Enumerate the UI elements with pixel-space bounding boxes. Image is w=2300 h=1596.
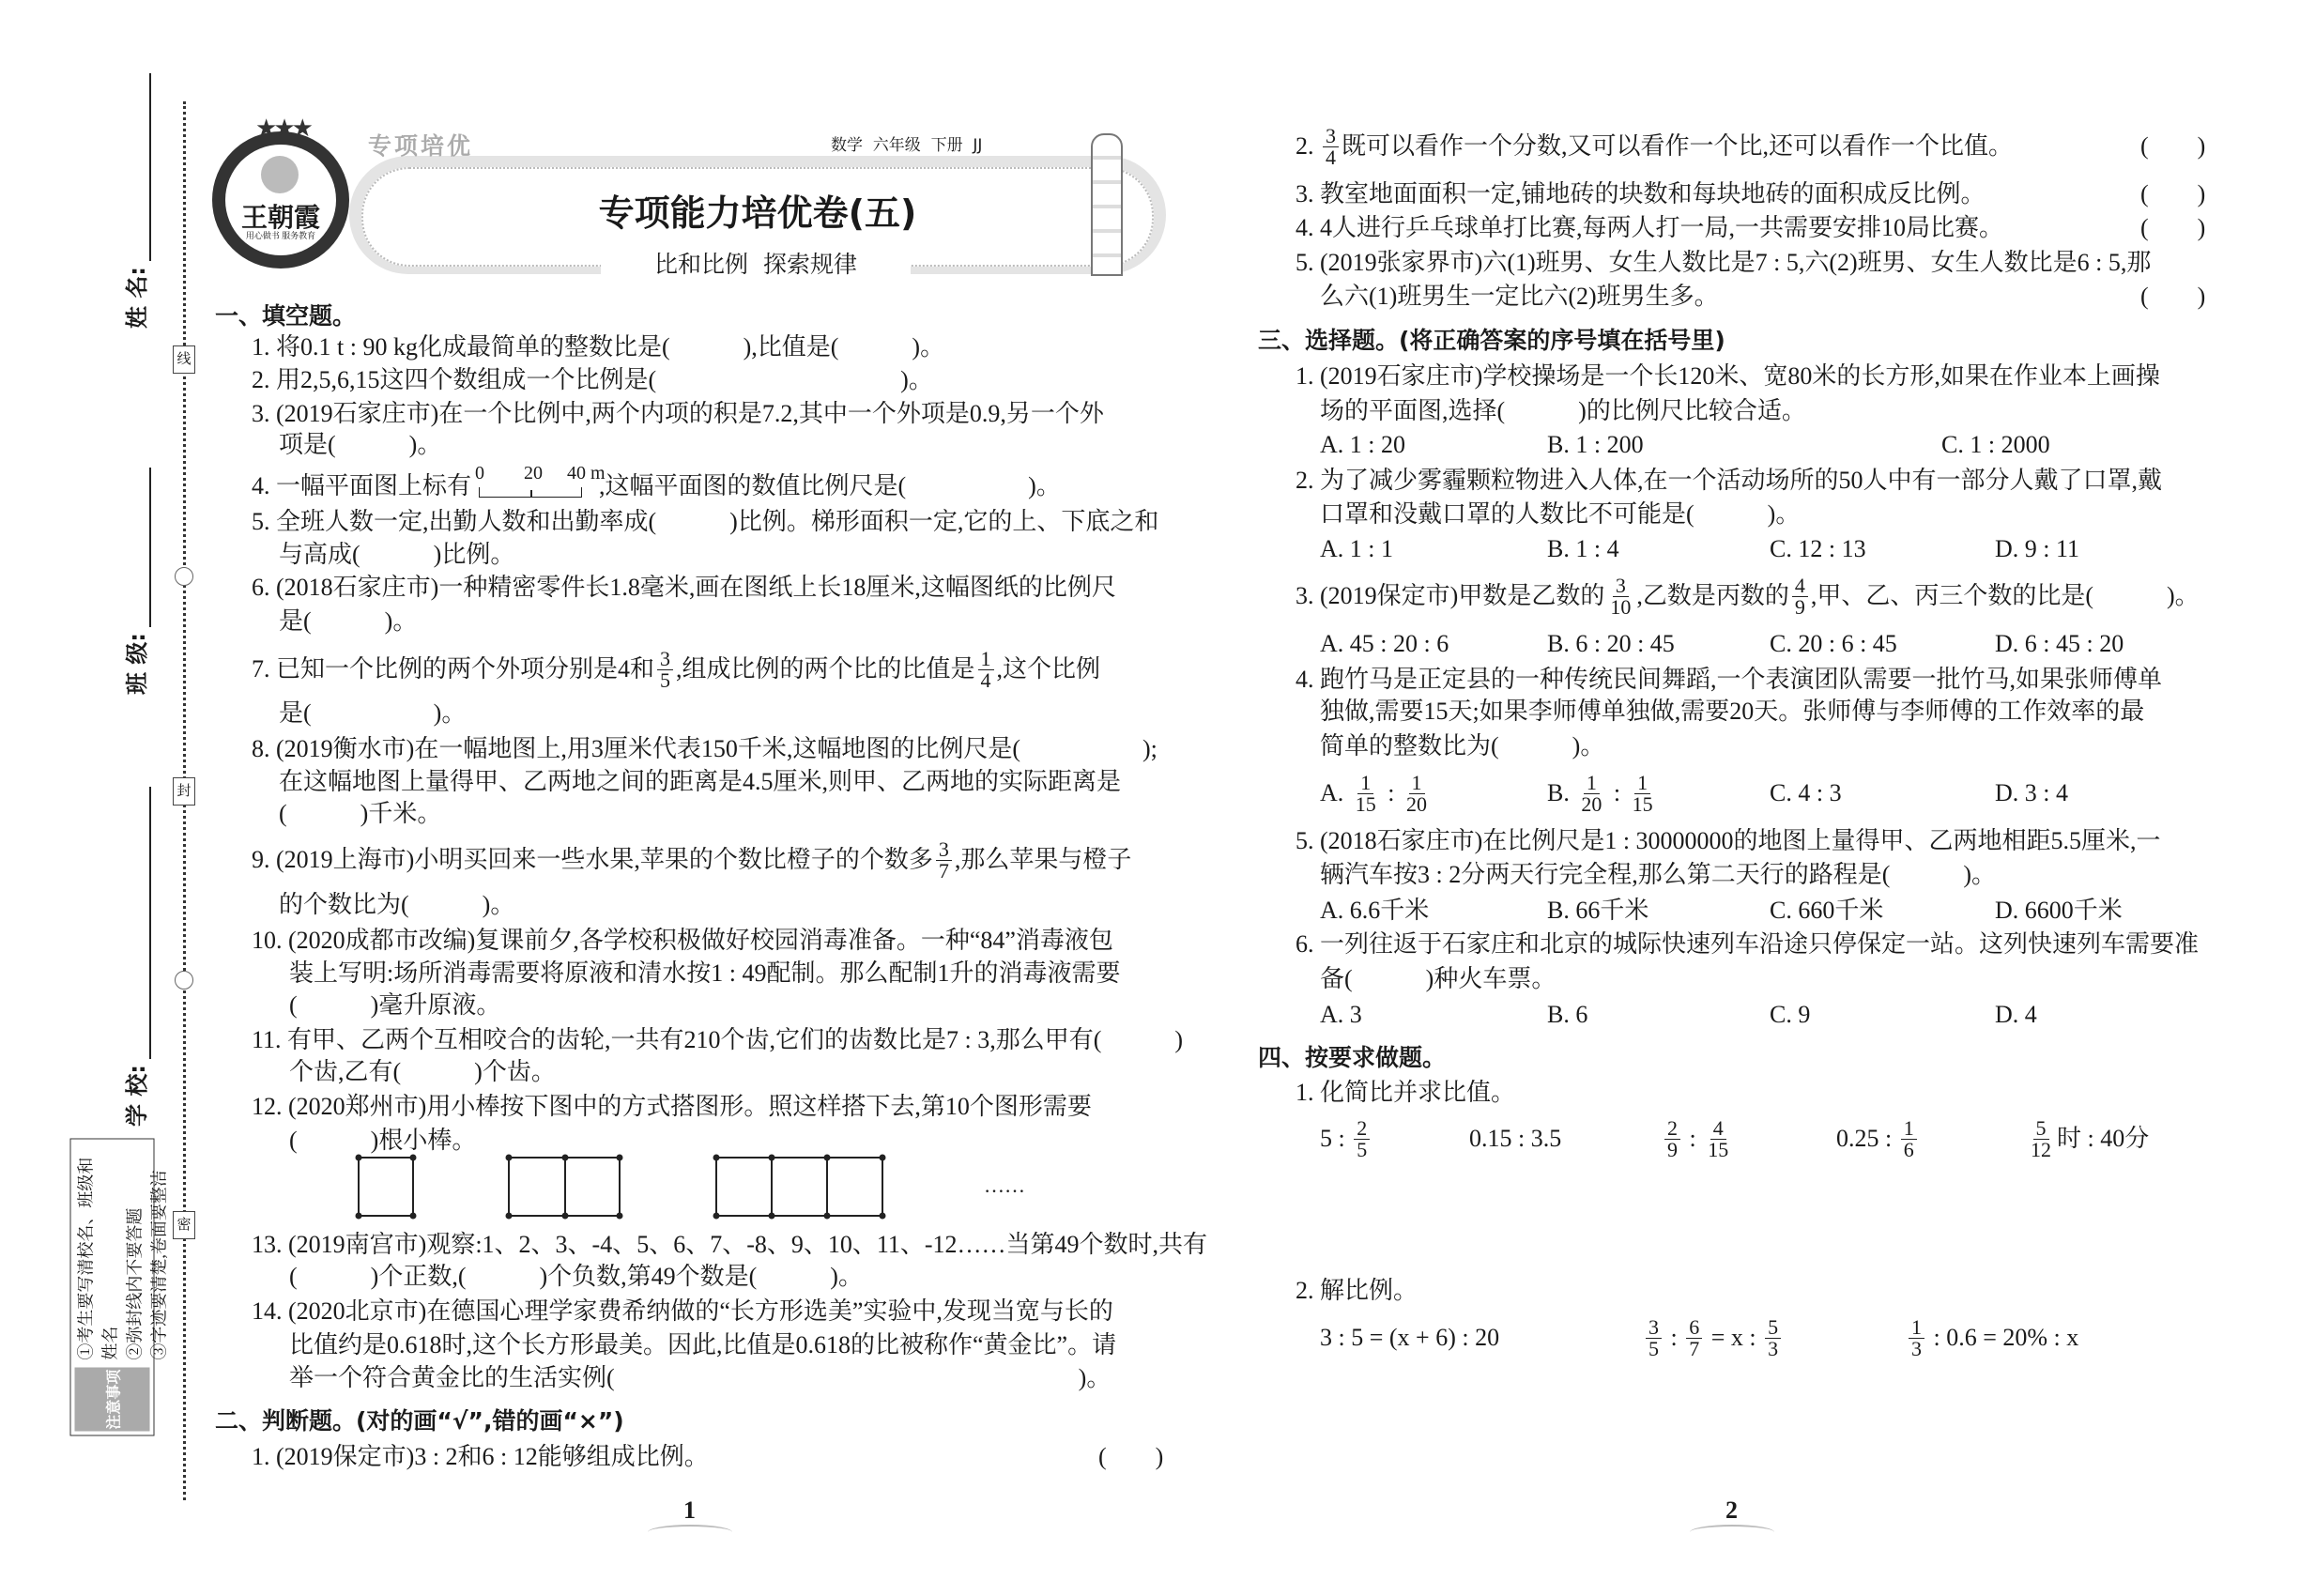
- question-line: [1296, 573, 2200, 619]
- text-run: 9. (2019上海市)小明买回来一些水果,苹果的个数比橙子的个数多: [252, 846, 933, 873]
- text-run: 个齿,乙有( )个齿。: [289, 1058, 556, 1085]
- fraction-denominator: 10: [1610, 594, 1632, 619]
- question-line: [289, 1361, 1111, 1395]
- question-line: [289, 989, 500, 1022]
- option-item: [1995, 987, 2037, 1043]
- text-run: A. 45 : 20 : 6: [1320, 630, 1449, 657]
- option-item: [1770, 521, 1866, 577]
- page-number-ornament: [1690, 1525, 1774, 1540]
- question-line: [289, 1260, 863, 1294]
- answer-options: [1320, 987, 2216, 1043]
- fraction-denominator: 5: [1357, 1137, 1368, 1161]
- option-item: [1662, 1111, 1734, 1167]
- text-run: 6. 一列往返于石家庄和北京的城际快速列车沿途只停保定一站。这列快速列车需要准: [1296, 930, 2200, 958]
- text-run: C. 12 : 13: [1770, 535, 1866, 562]
- answer-parentheses[interactable]: ( ): [2140, 180, 2206, 207]
- text-run: 4. 跑竹马是正定县的一种传统民间舞蹈,一个表演团队需要一批竹马,如果张师傅单: [1296, 666, 2163, 693]
- fraction-numerator: 1: [1909, 1317, 1924, 1339]
- fraction-numerator: 1: [978, 649, 994, 670]
- question-line: [252, 836, 1132, 882]
- page-number-ornament: [648, 1525, 732, 1540]
- text-run: 场的平面图,选择( )的比例尺比较合适。: [1320, 397, 1806, 424]
- text-run: 4. 一幅平面图上标有: [252, 472, 472, 499]
- text-run: D. 9 : 11: [1995, 535, 2080, 562]
- answer-options: [1320, 1111, 2216, 1167]
- question-line: [252, 1090, 1092, 1124]
- fraction: [1901, 1115, 1917, 1161]
- fraction-numerator: 2: [1664, 1118, 1680, 1140]
- fraction: [1607, 575, 1633, 618]
- fraction-numerator: 5: [1765, 1317, 1781, 1339]
- section-heading: 一、填空题。: [215, 302, 357, 330]
- text-run: 14. (2020北京市)在德国心理学家费希纳做的“长方形选美”实验中,发现当宽与长的: [252, 1297, 1113, 1325]
- option-item: [1906, 1310, 2078, 1366]
- scale-bar-label: 40 m: [567, 463, 606, 483]
- option-item: [1547, 987, 1587, 1043]
- question-line: [1320, 729, 1604, 763]
- figure-1-square: [359, 1158, 413, 1216]
- option-item: [1320, 987, 1362, 1043]
- fraction-numerator: 2: [1354, 1118, 1370, 1140]
- text-run: 8. (2019衡水市)在一幅地图上,用3厘米代表150千米,这幅地图的比例尺是( );: [252, 735, 1158, 762]
- fraction: [1909, 1314, 1924, 1360]
- text-run: 2. 为了减少雾霾颗粒物进入人体,在一个活动场所的50人中有一部分人戴了口罩,戴: [1296, 467, 2163, 494]
- text-run: 项是( )。: [279, 431, 442, 458]
- text-run: 备( )种火车票。: [1320, 965, 1556, 992]
- notice-item: ③字迹要清楚,卷面要整洁: [149, 1170, 169, 1360]
- text-run: C. 20 : 6 : 45: [1770, 630, 1897, 657]
- fraction-numerator: 3: [1323, 126, 1339, 147]
- fraction-denominator: 5: [1648, 1336, 1659, 1360]
- text-run: ( )千米。: [279, 800, 442, 827]
- brand-logo: [212, 115, 349, 269]
- brand-slogan: 用心做书 服务教育: [245, 231, 316, 240]
- text-run: 1. (2019保定市)3 : 2和6 : 12能够组成比例。: [252, 1443, 709, 1470]
- text-run: 简单的整数比为( )。: [1320, 732, 1605, 760]
- text-run: 2.: [1296, 132, 1320, 160]
- name-label: 姓 名:: [124, 267, 150, 329]
- text-run: :: [1683, 1125, 1703, 1152]
- text-run: :: [1664, 1324, 1684, 1351]
- figure-2-square: [509, 1158, 565, 1216]
- binding-hole-icon: [175, 567, 193, 586]
- text-run: 在这幅地图上量得甲、乙两地之间的距离是4.5厘米,则甲、乙两地的实际距离是: [279, 768, 1122, 795]
- text-run: 5. (2018石家庄市)在比例尺是1 : 30000000的地图上量得甲、乙两地相距5.5厘米,一: [1296, 827, 2161, 854]
- class-blank[interactable]: [147, 468, 151, 627]
- text-run: 时 : 40分: [2057, 1125, 2150, 1152]
- answer-parentheses[interactable]: ( ): [2140, 132, 2206, 160]
- option-item: [2025, 1111, 2149, 1167]
- fraction-denominator: 9: [1794, 594, 1805, 619]
- fraction-numerator: 4: [1710, 1118, 1726, 1140]
- text-run: 3. 教室地面面积一定,铺地砖的块数和每块地砖的面积成反比例。: [1296, 180, 1986, 207]
- section-tag: 专项培优: [368, 132, 474, 160]
- page-title: 专项能力培优卷(五): [598, 192, 917, 234]
- question-line: [252, 363, 933, 397]
- text-run: 0.15 : 3.5: [1469, 1125, 1562, 1152]
- seal-mark-feng: 封: [173, 777, 195, 806]
- question-line: [252, 1228, 1207, 1262]
- text-run: A.: [1320, 779, 1350, 806]
- fraction: [1578, 770, 1604, 816]
- option-item: [1770, 987, 1810, 1043]
- question-line: [1296, 360, 2160, 393]
- question-line: [279, 538, 514, 572]
- text-run: 3. (2019保定市)甲数是乙数的: [1296, 582, 1605, 609]
- text-run: ,组成比例的两个比的比值是: [676, 655, 975, 683]
- option-item: [1547, 765, 1659, 821]
- question-line: [252, 924, 1113, 958]
- fraction: [2028, 1115, 2054, 1161]
- fraction: [936, 836, 952, 882]
- seal-mark-xian: 线: [173, 345, 195, 374]
- fraction-numerator: 6: [1686, 1317, 1702, 1339]
- question-line: [1296, 824, 2161, 858]
- fraction-denominator: 7: [1689, 1336, 1700, 1360]
- fraction-denominator: 12: [2031, 1137, 2051, 1161]
- question-line: [1296, 1076, 1515, 1110]
- text-run: 2. 解比例。: [1296, 1277, 1418, 1304]
- option-item: [1770, 765, 1842, 821]
- text-run: 举一个符合黄金比的生活实例( )。: [289, 1364, 1112, 1391]
- question-line: [252, 1295, 1113, 1328]
- binding-hole-icon: [175, 971, 193, 990]
- scale-bar-label: 20: [524, 463, 544, 483]
- figure-3-square: [716, 1158, 772, 1216]
- text-run: 1. 化简比并求比值。: [1296, 1079, 1516, 1106]
- text-run: 10. (2020成都市改编)复课前夕,各学校积极做好校园消毒准备。一种“84”消毒液包: [252, 927, 1113, 954]
- portrait-icon: [261, 156, 299, 193]
- text-run: 5 :: [1320, 1125, 1352, 1152]
- text-run: D. 6 : 45 : 20: [1995, 630, 2124, 657]
- answer-options: [1320, 521, 2216, 577]
- question-line: [279, 888, 514, 922]
- class-field[interactable]: [118, 468, 151, 695]
- question-line: [279, 605, 417, 638]
- text-run: 6. (2018石家庄市)一种精密零件长1.8毫米,画在图纸上长18厘米,这幅图纸的比例尺: [252, 574, 1116, 601]
- star-icons: ★★★: [255, 115, 310, 142]
- question-line: [252, 330, 944, 364]
- text-run: A. 1 : 20: [1320, 431, 1405, 458]
- fraction-denominator: 7: [938, 858, 949, 882]
- text-run: ,那么苹果与橙子: [954, 846, 1132, 873]
- text-run: 2. 用2,5,6,15这四个数组成一个比例是( )。: [252, 366, 933, 393]
- question-line: [252, 463, 1061, 503]
- text-run: ( )毫升原液。: [289, 991, 501, 1019]
- option-item: [1995, 521, 2079, 577]
- scale-bar-line: [479, 487, 582, 498]
- text-run: C. 1 : 2000: [1941, 431, 2050, 458]
- school-blank[interactable]: [147, 787, 151, 1059]
- notice-box: [70, 1139, 169, 1436]
- answer-parentheses[interactable]: ( ): [2140, 214, 2206, 241]
- question-line: [289, 1328, 1116, 1362]
- school-label: 学 校:: [124, 1065, 150, 1127]
- text-run: C. 660千米: [1770, 897, 1884, 924]
- answer-parentheses[interactable]: ( ): [2140, 283, 2206, 310]
- text-run: B. 66千米: [1547, 897, 1649, 924]
- option-item: [1320, 521, 1393, 577]
- text-run: D. 4: [1995, 1001, 2037, 1028]
- question-line: [1296, 663, 2162, 697]
- text-run: 12. (2020郑州市)用小棒按下图中的方式搭图形。照这样搭下去,第10个图形需要: [252, 1093, 1092, 1120]
- text-run: 独做,需要15天;如果李师傅单独做,需要20天。张师傅与李师傅的工作效率的最: [1320, 698, 2145, 725]
- question-line: [1320, 280, 1719, 314]
- text-run: 11. 有甲、乙两个互相咬合的齿轮,一共有210个齿,它们的齿数比是7 : 3,那么甲有( ): [252, 1026, 1184, 1053]
- question-line: [1296, 1274, 1418, 1308]
- fraction-numerator: 3: [1613, 575, 1629, 597]
- fraction-denominator: 3: [1768, 1336, 1779, 1360]
- question-line: [252, 505, 1158, 539]
- fraction-denominator: 5: [660, 668, 671, 692]
- text-run: 0.25 :: [1836, 1125, 1898, 1152]
- text-run: A. 3: [1320, 1001, 1362, 1028]
- question-line: [252, 397, 1104, 431]
- text-run: ,甲、乙、丙三个数的比是( )。: [1810, 582, 2200, 609]
- fraction: [1403, 770, 1430, 816]
- text-run: 与高成( )比例。: [279, 541, 515, 568]
- question-line: [1296, 246, 2151, 280]
- text-run: 比值约是0.618时,这个长方形最美。因此,比值是0.618的比被称作“黄金比”。请: [289, 1331, 1117, 1358]
- school-field[interactable]: [118, 787, 151, 1127]
- fraction: [1323, 123, 1339, 169]
- brand-name: 王朝霞: [240, 202, 320, 233]
- text-run: D. 6600千米: [1995, 897, 2123, 924]
- option-item: [1469, 1111, 1561, 1167]
- scale-bar-tick: [530, 490, 532, 497]
- fraction-numerator: 1: [1357, 773, 1373, 794]
- question-line: [289, 957, 1120, 990]
- fraction-numerator: 3: [1646, 1317, 1662, 1339]
- question-line: [1296, 928, 2199, 961]
- name-field[interactable]: [118, 73, 151, 329]
- text-run: :: [1607, 779, 1627, 806]
- book-meta: 数学 六年级 下册 JJ: [831, 136, 983, 155]
- fraction-denominator: 4: [980, 668, 991, 692]
- question-line: [279, 428, 441, 462]
- question-line: [279, 765, 1121, 799]
- fraction-numerator: 3: [936, 839, 952, 861]
- text-run: 4. 4人进行乒乓球单打比赛,每两人打一局,一共需要安排10局比赛。: [1296, 214, 2004, 241]
- text-run: : 0.6 = 20% : x: [1927, 1324, 2079, 1351]
- question-line: [252, 571, 1116, 605]
- text-run: ( )个正数,( )个负数,第49个数是( )。: [289, 1263, 863, 1290]
- seal-mark-mi: 密: [173, 1211, 195, 1239]
- text-run: 是( )。: [279, 699, 467, 727]
- option-item: [1320, 1111, 1372, 1167]
- text-run: 装上写明:场所消毒需要将原液和清水按1 : 49配制。那么配制1升的消毒液需要: [289, 959, 1121, 987]
- fraction: [657, 646, 673, 692]
- text-run: B. 6: [1547, 1001, 1588, 1028]
- fraction-numerator: 5: [2033, 1118, 2049, 1140]
- question-line: [252, 1023, 1183, 1057]
- matchstick-figure: [347, 1150, 911, 1230]
- question-line: [252, 646, 1101, 692]
- text-run: B. 6 : 20 : 45: [1547, 630, 1675, 657]
- fraction-denominator: 9: [1667, 1137, 1678, 1161]
- text-run: C. 4 : 3: [1770, 779, 1842, 806]
- text-run: 口罩和没戴口罩的人数比不可能是( )。: [1320, 500, 1801, 528]
- name-blank[interactable]: [147, 73, 151, 261]
- fraction: [1353, 770, 1379, 816]
- fraction-numerator: 1: [1901, 1118, 1917, 1140]
- fraction-numerator: 4: [1792, 575, 1808, 597]
- fraction: [1705, 1115, 1731, 1161]
- figure-3-square: [772, 1158, 827, 1216]
- fraction: [1792, 575, 1808, 618]
- text-run: B. 1 : 200: [1547, 431, 1644, 458]
- question-line: [279, 697, 466, 730]
- text-run: B. 1 : 4: [1547, 535, 1619, 562]
- text-run: 是( )。: [279, 607, 418, 635]
- fraction-denominator: 15: [1708, 1137, 1729, 1161]
- text-run: A. 6.6千米: [1320, 897, 1430, 924]
- notice-item: ②弥封线内不要答题: [125, 1207, 145, 1360]
- question-line: [1296, 211, 2003, 245]
- scale-bar-label: 0: [475, 463, 485, 483]
- option-item: [1547, 521, 1619, 577]
- fraction-denominator: 4: [1326, 145, 1336, 169]
- text-run: :: [1381, 779, 1402, 806]
- figure-2-square: [565, 1158, 620, 1216]
- text-run: 1. (2019石家庄市)学校操场是一个长120米、宽80米的长方形,如果在作业本上画操: [1296, 362, 2160, 390]
- fraction: [978, 646, 994, 692]
- text-run: ,这个比例: [996, 655, 1101, 683]
- fraction: [1686, 1314, 1702, 1360]
- text-run: A. 1 : 1: [1320, 535, 1393, 562]
- fraction: [1646, 1314, 1662, 1360]
- option-item: [1995, 765, 2068, 821]
- option-item: [1320, 765, 1433, 821]
- page-subtitle: 比和比例 探索规律: [601, 246, 911, 278]
- text-run: 3 : 5 = (x + 6) : 20: [1320, 1324, 1500, 1351]
- text-run: 7. 已知一个比例的两个外项分别是4和: [252, 655, 655, 683]
- text-run: ( )根小棒。: [289, 1127, 477, 1154]
- text-run: 辆汽车按3 : 2分两天行完全程,那么第二天行的路程是( )。: [1320, 861, 1997, 888]
- text-run: ,乙数是丙数的: [1636, 582, 1789, 609]
- option-item: [1643, 1310, 1784, 1366]
- question-line: [252, 732, 1158, 766]
- text-run: 么六(1)班男生一定比六(2)班男生多。: [1320, 283, 1719, 310]
- question-line: [1296, 177, 1986, 211]
- fraction-denominator: 3: [1911, 1336, 1922, 1360]
- class-label: 班 级:: [124, 633, 150, 695]
- fraction-numerator: 1: [1409, 773, 1425, 794]
- fraction: [1354, 1115, 1370, 1161]
- question-line: [279, 797, 441, 831]
- section-heading: 三、选择题。(将正确答案的序号填在括号里): [1258, 327, 1725, 354]
- fraction-denominator: 6: [1903, 1137, 1914, 1161]
- question-line: [252, 1440, 709, 1474]
- fraction: [1765, 1314, 1781, 1360]
- text-run: 13. (2019南宫市)观察:1、2、3、-4、5、6、7、-8、9、10、11、-12……当第49个数时,共有: [252, 1231, 1208, 1258]
- fraction: [1630, 770, 1656, 816]
- text-run: C. 9: [1770, 1001, 1811, 1028]
- figure-ellipsis: ……: [984, 1174, 1025, 1197]
- text-run: 既可以看作一个分数,又可以看作一个比,还可以看作一个比值。: [1342, 132, 2014, 160]
- text-run: 5. 全班人数一定,出勤人数和出勤率成( )比例。梯形面积一定,它的上、下底之和: [252, 508, 1159, 535]
- page-number: 1: [683, 1496, 696, 1524]
- fraction-denominator: 15: [1355, 791, 1376, 816]
- section-heading: 四、按要求做题。: [1258, 1044, 1447, 1071]
- text-run: 的个数比为( )。: [279, 891, 515, 918]
- notice-title: 注意事项: [75, 1368, 150, 1432]
- notice-item: ①考生要写清校名、班级和姓名: [76, 1157, 120, 1360]
- option-item: [1836, 1111, 1920, 1167]
- fraction-numerator: 3: [657, 649, 673, 670]
- text-run: D. 3 : 4: [1995, 779, 2068, 806]
- fraction-denominator: 20: [1406, 791, 1428, 816]
- fraction-denominator: 20: [1581, 791, 1602, 816]
- question-line: [289, 1055, 556, 1089]
- section-heading: 二、判断题。(对的画“√”,错的画“×”): [215, 1407, 624, 1435]
- page-number: 2: [1725, 1496, 1738, 1524]
- answer-options: [1320, 765, 2216, 821]
- fraction: [1664, 1115, 1680, 1161]
- option-item: [1320, 1310, 1499, 1366]
- text-run: = x :: [1705, 1324, 1763, 1351]
- question-line: [1296, 123, 2014, 169]
- figure-3-square: [827, 1158, 882, 1216]
- answer-options: [1320, 1310, 2216, 1366]
- fraction-numerator: 1: [1584, 773, 1600, 794]
- text-run: B.: [1547, 779, 1576, 806]
- text-run: 3. (2019石家庄市)在一个比例中,两个内项的积是7.2,其中一个外项是0.9,另一个外: [252, 400, 1104, 427]
- text-run: ,这幅平面图的数值比例尺是( )。: [599, 472, 1061, 499]
- text-run: 1. 将0.1 t : 90 kg化成最简单的整数比是( ),比值是( )。: [252, 333, 945, 361]
- question-line: [1296, 464, 2162, 498]
- question-line: [1320, 695, 2144, 729]
- scale-bar: [475, 463, 606, 503]
- text-run: 5. (2019张家界市)六(1)班男、女生人数比是7 : 5,六(2)班男、女生人数比是6 : 5,那: [1296, 249, 2152, 276]
- answer-parentheses[interactable]: ( ): [1098, 1443, 1164, 1470]
- fraction-denominator: 15: [1632, 791, 1653, 816]
- fraction-numerator: 1: [1634, 773, 1650, 794]
